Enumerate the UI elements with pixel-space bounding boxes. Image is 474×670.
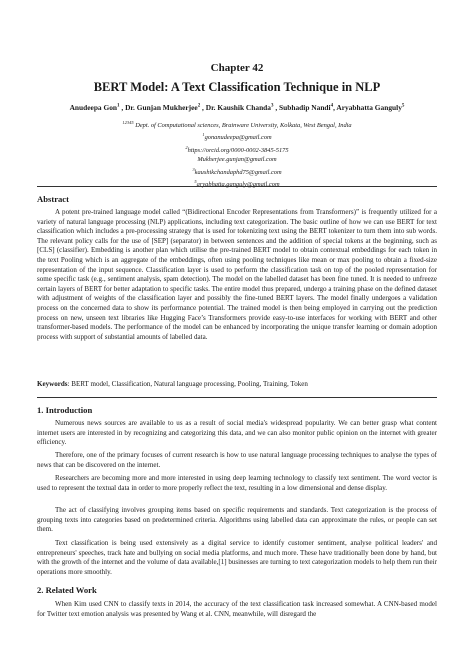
author-list: Anudeepa Gon$^1$ , Dr. Gunjan Mukherjee$^2$ , Dr. Kaushik Chanda$^3$ , Subhadip Nandi$^4$, Aryabhatta Ganguly$^5$: [69, 103, 405, 112]
affiliation: [0, 118, 474, 130]
paragraph: Therefore, one of the primary focuses of current research is how to use natural language processing techniques to analyse the types of news that can be discovered on the internet.: [37, 451, 437, 469]
keywords-text: : BERT model, Classification, Natural language processing, Pooling, Training, Token: [67, 380, 308, 388]
chapter-label: Chapter 42: [210, 62, 264, 74]
paragraph: When Kim used CNN to classify texts in 2014, the accuracy of the text classification task increased somewhat. A CNN-based model for Twitter text emotion analysis was presented by Wang et al. CNN, meanwhile, will disregard the: [37, 600, 437, 618]
contact-email[interactable]: aryabhatta.ganguly@gmail.com: [196, 181, 280, 189]
author-sup: 5: [401, 103, 405, 109]
contact-sup: 3: [192, 166, 195, 172]
author-name: Anudeepa Gon: [69, 103, 118, 112]
author-sup: 4: [330, 103, 334, 109]
section-heading: 2. Related Work: [37, 585, 97, 595]
paragraph: Researchers are becoming more and more interested in using deep learning technology to classify text sentiment. The word vector is used to represent the textual data in order to more properly reflect the text, resulting in a low dimensional and dense display.: [37, 474, 437, 492]
contact-line: [0, 177, 474, 189]
contact-orcid[interactable]: https://orcid.org/0000-0002-3845-5175: [187, 146, 289, 154]
contact-email[interactable]: Mukherjee.gunjan@gmail.com: [197, 156, 277, 164]
contact-email[interactable]: gonanudeepa@gmail.com: [204, 134, 272, 142]
divider: [37, 397, 437, 398]
contact-line: [0, 143, 474, 155]
keywords-label: Keywords: [37, 380, 68, 388]
abstract-heading: Abstract: [37, 194, 69, 204]
affiliation-text: Dept. of Computational sciences, Brainware University, Kolkata, West Bengal, India: [135, 122, 352, 130]
contact-email[interactable]: kaushikchandaphd75@gmail.com: [194, 168, 282, 176]
section-heading: 1. Introduction: [37, 405, 93, 415]
author-name: Subhadip Nandi: [279, 103, 331, 112]
divider: [37, 186, 437, 187]
paragraph: The act of classifying involves grouping items based on specific requirements and standards. Text categorization is the process of grouping texts into categories based on predetermined criteria. Algorithms using labelled data can approximate the rules, or people can set them.: [37, 506, 437, 534]
contact-sup: 2: [185, 144, 188, 150]
contact-line: [0, 130, 474, 142]
keywords-line: [37, 380, 437, 390]
paragraph: Numerous news sources are available to us as a result of social media's widespread popularity. We can better grasp what content internet users are interested in by recognizing and categorizing this data, and we can also monitor public opinion on the internet with greater efficiency.: [37, 419, 437, 447]
author-sup: 3: [270, 103, 274, 109]
author-sup: 2: [197, 103, 201, 109]
contact-sup: 1: [202, 132, 205, 138]
author-name: Dr. Gunjan Mukherjee: [125, 103, 198, 112]
contact-sup: 5: [194, 178, 197, 184]
contact-line: [0, 155, 474, 164]
author-name: Aryabhatta Ganguly: [336, 103, 402, 112]
affiliation-block: [0, 118, 474, 189]
author-sup: 1: [117, 103, 120, 109]
author-name: Dr. Kaushik Chanda: [205, 103, 271, 112]
affiliation-sup: 12345: [122, 120, 134, 125]
abstract-text: A potent pre-trained language model called “(Bidirectional Encoder Representations from Transformers)” is frequently utilized for a variety of natural language processing (NLP) applications, including text categorization. The basic outline of how we can use BERT for text classification which includes a pre-processing strategy that is used for tokenizing text using the BERT tokenizer to turn them into sub words. The relevant policy calls for the use of [SEP] (separator) in between sentences and the addition of special tokens at the beginning, such as [CLS] (classifier). Embedding is another plan which utilise the pre-trained BERT model to obtain contextual embeddings for each token in the text Pooling which is an aggregate of the embeddings, often using pooling techniques like mean or max pooling to obtain a fixed-size representation of the input sequence. Classification layer is used to perform the classification task on top of the pooled representation for some specific task (e.g., sentiment analysis, spam detection). The model on the labelled dataset has been fine tuned. It is needed to unfreeze certain layers of BERT for better adaptation to specific tasks. The entire model thus prepared, undergo a training phase on the defined dataset with adjustment of weights of the classification layer and possibly the fine-tuned BERT layers. The model finally undergoes a validation process on the concerned data to show its performance potential. The trained model is then being employed in carrying out the prediction process on new, unseen text libraries like Hugging Face’s Transformers provide easy-to-use interfaces for working with BERT and other transformer-based models. The performance of the model can be enhanced by incorporating the unique transfer learning or domain adoption process with support of substantial amounts of labelled data.: [37, 208, 437, 341]
contact-line: [0, 165, 474, 177]
paragraph: Text classification is being used extensively as a digital service to identify customer sentiment, analyse political leaders' and entrepreneurs' speeches, track hate and bullying on social media platforms, and much more. These have traditionally been done by hand, but with the growth of the internet and the volume of data available,[1] businesses are turning to text categorization models to help them run their operations more smoothly.: [37, 539, 437, 576]
paper-title: BERT Model: A Text Classification Technique in NLP: [93, 80, 381, 94]
